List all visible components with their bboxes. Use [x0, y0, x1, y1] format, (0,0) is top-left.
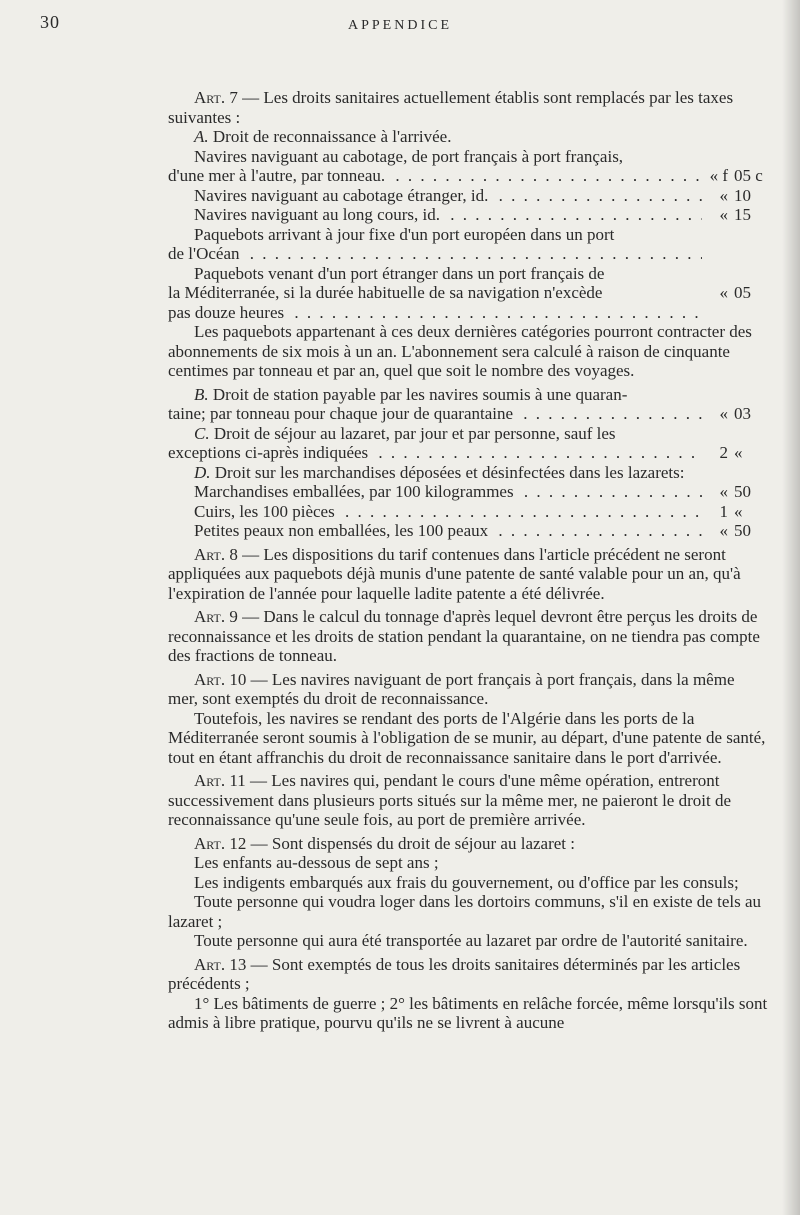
section-b-letter: B.	[194, 384, 209, 404]
article-7-intro	[168, 88, 768, 127]
tariff-row-5-second	[168, 283, 768, 303]
article-13	[168, 955, 768, 994]
tariff-row-1-first-line: Navires naviguant au cabotage, de port français à port français,	[194, 146, 624, 166]
tariff-row-2	[168, 186, 768, 206]
section-d-row-3-francs: «	[719, 521, 728, 540]
running-title: APPENDICE	[347, 18, 452, 33]
tariff-row-4-label: de l'Océan	[168, 244, 240, 263]
section-a-title: Droit de reconnaissance à l'arrivée.	[208, 127, 452, 146]
section-a-heading	[168, 127, 768, 147]
section-b-centimes: 03	[734, 404, 751, 423]
section-b-row	[168, 404, 768, 424]
body-text	[168, 88, 768, 1033]
article-12-item: Toute personne qui aura été transportée au lazaret par ordre de l'autorité sanitaire.	[194, 931, 748, 950]
article-13-label: Art. 13	[194, 954, 247, 974]
tariff-row-1-label: d'une mer à l'autre, par tonneau.	[168, 166, 386, 185]
tariff-row-5	[168, 303, 768, 323]
article-9-label: Art. 9	[194, 607, 238, 626]
section-d-row-1-label: Marchandises emballées, par 100 kilogrammes	[194, 482, 514, 501]
article-8-label: Art. 8	[194, 544, 238, 564]
tariff-row-2-centimes: 10	[734, 185, 751, 205]
tariff-row-45-francs: «	[719, 283, 728, 302]
article-11-text: — Les navires qui, pendant le cours d'une même opération, entreront successivement dans plusieurs ports situés sur la même mer, ne paieront le droit de reconnaissance qu'une seule fois, au port de première arrivée.	[168, 771, 732, 829]
tariff-row-3	[168, 205, 768, 225]
section-c-row	[168, 443, 768, 463]
section-c-first-line: C. Droit de séjour au lazaret, par jour et par personne, sauf les	[194, 423, 616, 443]
section-d-row-3-centimes: 50	[734, 521, 751, 540]
tariff-row-1-centimes: 05 c	[734, 166, 763, 185]
section-d-row-1-centimes: 50	[734, 482, 751, 501]
article-11-label: Art. 11	[194, 771, 246, 790]
section-d-row-1-francs: «	[719, 482, 728, 501]
section-d-row-1	[168, 482, 768, 502]
article-12-item: Toute personne qui voudra loger dans les dortoirs communs, s'il en existe de tels au lazaret ;	[168, 892, 762, 931]
article-7-text: — Les droits sanitaires actuellement établis sont remplacés par les taxes suivantes :	[168, 88, 734, 127]
article-9-text: — Dans le calcul du tonnage d'après lequel devront être perçus les droits de reconnaissance et les droits de station pendant la quarantaine, on ne tiendra pas compte des fractions de tonneau.	[168, 607, 760, 665]
section-d-row-2-centimes: «	[734, 501, 743, 521]
section-c-centimes: «	[734, 443, 743, 462]
section-a-letter: A.	[194, 127, 209, 146]
article-7-label: Art. 7	[194, 88, 238, 107]
tariff-row-3-centimes: 15	[734, 205, 751, 224]
section-c-letter: C.	[194, 423, 210, 443]
tariff-row-4	[168, 244, 768, 264]
section-d-letter: D.	[194, 462, 211, 482]
tariff-row-2-label: Navires naviguant au cabotage étranger, id.	[194, 185, 489, 205]
tariff-row-3-label: Navires naviguant au long cours, id.	[194, 205, 440, 224]
tariff-row-3-francs: «	[719, 205, 728, 224]
tariff-row-2-francs: «	[719, 185, 728, 205]
section-c-label: exceptions ci-après indiquées	[168, 443, 369, 462]
section-d-row-2-label: Cuirs, les 100 pièces	[194, 501, 335, 521]
tariff-row-5-label: pas douze heures	[168, 302, 285, 322]
article-12-item: Les indigents embarqués aux frais du gouvernement, ou d'office par les consuls;	[194, 872, 739, 892]
section-b-first-line: B. Droit de station payable par les navires soumis à une quaran-	[194, 384, 628, 404]
article-10	[168, 670, 768, 709]
section-d-row-2	[168, 502, 768, 522]
article-11	[168, 771, 768, 830]
article-10-second-paragraph: Toutefois, les navires se rendant des ports de l'Algérie dans les ports de la Méditerranée seront soumis à l'obligation de se munir, au départ, d'une patente de santé, tout en étant affranchis du droit de reconnaissance sanitaire dans le port d'arrivée.	[168, 708, 766, 767]
section-d-heading: D. Droit sur les marchandises déposées et désinfectées dans les lazarets:	[194, 462, 685, 482]
tariff-row-5-first-line: Paquebots venant d'un port étranger dans un port français de	[194, 263, 605, 283]
section-d-row-3-label: Petites peaux non emballées, les 100 peaux	[194, 521, 489, 540]
article-13-text: — Sont exemptés de tous les droits sanitaires déterminés par les articles précédents ;	[168, 954, 741, 993]
tariff-row-4-first-line: Paquebots arrivant à jour fixe d'un port européen dans un port	[194, 224, 615, 244]
article-12-text: — Sont dispensés du droit de séjour au lazaret :	[246, 833, 575, 853]
subscription-paragraph: Les paquebots appartenant à ces deux dernières catégories pourront contracter des abonnements de six mois à un an. L'abonnement sera calculé à raison de cinquante centimes par tonneau et par an, quel que soit le nombre des voyages.	[168, 322, 752, 380]
article-12	[168, 834, 768, 854]
article-10-text: — Les navires naviguant de port français à port français, dans la même mer, sont exemptés du droit de reconnaissance.	[168, 669, 735, 708]
tariff-row-1	[168, 166, 768, 186]
article-10-label: Art. 10	[194, 669, 247, 689]
section-d-row-3	[168, 521, 768, 541]
tariff-row-5-second-line: la Méditerranée, si la durée habituelle de sa navigation n'excède	[168, 283, 603, 302]
section-b-label: taine; par tonneau pour chaque jour de quarantaine	[168, 404, 514, 423]
article-8-text: — Les dispositions du tarif contenues dans l'article précédent ne seront appliquées aux paquebots déjà munis d'une patente de santé valable pour un an, qu'à l'expiration de l'année pour laquelle ladite patente a été délivrée.	[168, 544, 741, 603]
article-8	[168, 545, 768, 604]
article-13-continuation: 1° Les bâtiments de guerre ; 2° les bâtiments en relâche forcée, même lorsqu'ils sont admis à libre pratique, pourvu qu'ils ne se livrent à aucune	[168, 993, 768, 1032]
section-d-row-2-francs: 1	[719, 501, 728, 521]
tariff-row-45-centimes: 05	[734, 283, 751, 302]
tariff-row-1-francs: « f	[709, 166, 728, 185]
article-12-item: Les enfants au-dessous de sept ans ;	[194, 853, 439, 872]
article-12-label: Art. 12	[194, 833, 247, 853]
section-c-francs: 2	[719, 443, 728, 462]
article-9	[168, 607, 768, 666]
section-b-francs: «	[719, 404, 728, 423]
page-number: 30	[40, 12, 60, 32]
page-edge-shadow	[782, 0, 800, 1215]
